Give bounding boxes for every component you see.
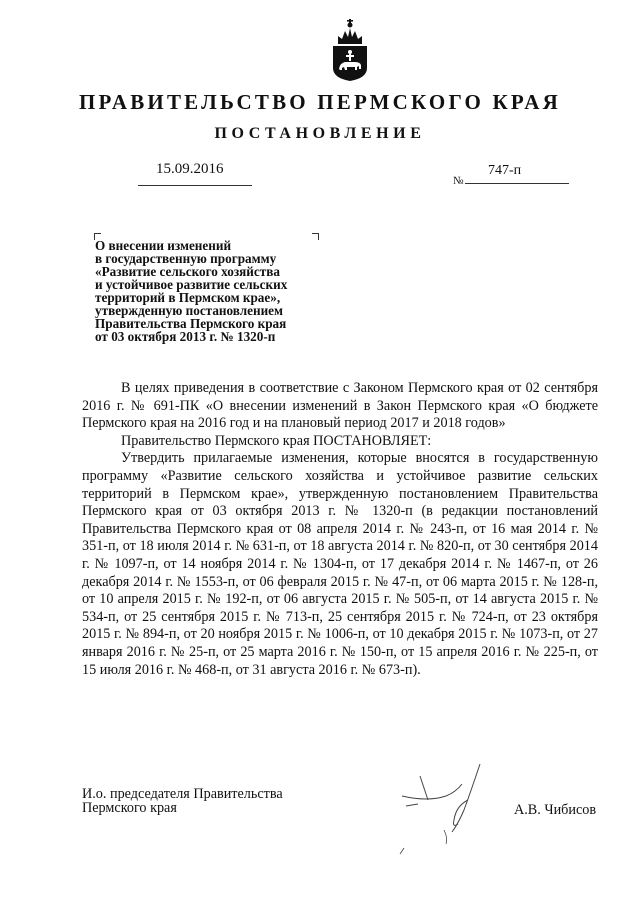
handwritten-signature-icon — [398, 758, 508, 868]
number-sign: № — [453, 175, 464, 187]
body-paragraph-approve: Утвердить прилагаемые изменения, которые вносятся в государственную программу «Развитие сельского хозяйства и устойчивое развитие сельских территорий в Пермском крае», утвержденную постановлением Правительства Пермского края от 03 октября 2013 г. № 1320-п (в редакции постановлений Правительства Пермского края от 08 апреля 2014 г. № 243-п, от 16 мая 2014 г. № 351-п, от 18 июля 2014 г. № 631-п, от 18 августа 2014 г. № 820-п, от 30 сентября 2014 г. № 1097-п, от 14 ноября 2014 г. № 1304-п, от 17 декабря 2014 г. № 1467-п, от 26 декабря 2014 г. № 1553-п, от 06 февраля 2015 г. № 47-п, от 06 марта 2015 г. № 128-п, от 10 апреля 2015 г. № 192-п, от 06 августа 2015 г. № 505-п, от 14 августа 2015 г. № 534-п, от 25 сентября 2015 г. № 713-п, 25 сентября 2015 г. № 724-п, от 23 октября 2015 г. № 894-п, от 20 ноября 2015 г. № 1006-п, от 10 декабря 2015 г. № 1073-п, от 27 января 2016 г. № 25-п, от 25 марта 2016 г. № 150-п, от 15 апреля 2016 г. № 225-п, от 15 июля 2016 г. № 468-п, от 31 августа 2016 г. № 673-п). — [82, 450, 598, 678]
subject-line: и устойчивое развитие сельских — [95, 277, 288, 292]
subject-line: от 03 октября 2013 г. № 1320-п — [95, 329, 276, 344]
document-date: 15.09.2016 — [156, 161, 224, 177]
subject-line: территорий в Пермском крае», — [95, 290, 281, 305]
subject-line: Правительства Пермского края — [95, 316, 287, 331]
document-body — [82, 380, 598, 679]
document-type: ПОСТАНОВЛЕНИЕ — [214, 125, 426, 142]
number-underline — [465, 183, 569, 184]
subject-line: «Развитие сельского хозяйства — [95, 264, 280, 279]
subject-line: в государственную программу — [95, 251, 277, 266]
signatory-role-line: И.о. председателя Правительства — [82, 786, 283, 802]
signatory-name: А.В. Чибисов — [514, 802, 597, 818]
subject-line: утвержденную постановлением — [95, 303, 284, 318]
subject-line: О внесении изменений — [95, 238, 232, 253]
document-number: 747-п — [488, 163, 522, 178]
perm-krai-coat-of-arms-icon — [330, 14, 370, 82]
body-paragraph-resolves: Правительство Пермского края ПОСТАНОВЛЯЕТ: — [121, 432, 432, 449]
date-underline — [138, 185, 252, 186]
signatory-role — [82, 787, 283, 815]
document-subject — [95, 239, 327, 343]
government-title: ПРАВИТЕЛЬСТВО ПЕРМСКОГО КРАЯ — [78, 90, 561, 114]
signatory-role-line: Пермского края — [82, 800, 177, 816]
body-paragraph-preamble: В целях приведения в соответствие с Законом Пермского края от 02 сентября 2016 г. № 691-ПК «О внесении изменений в Закон Пермского края «О бюджете Пермского края на 2016 год и на плановый период 2017 и 2018 годов» — [82, 380, 598, 432]
